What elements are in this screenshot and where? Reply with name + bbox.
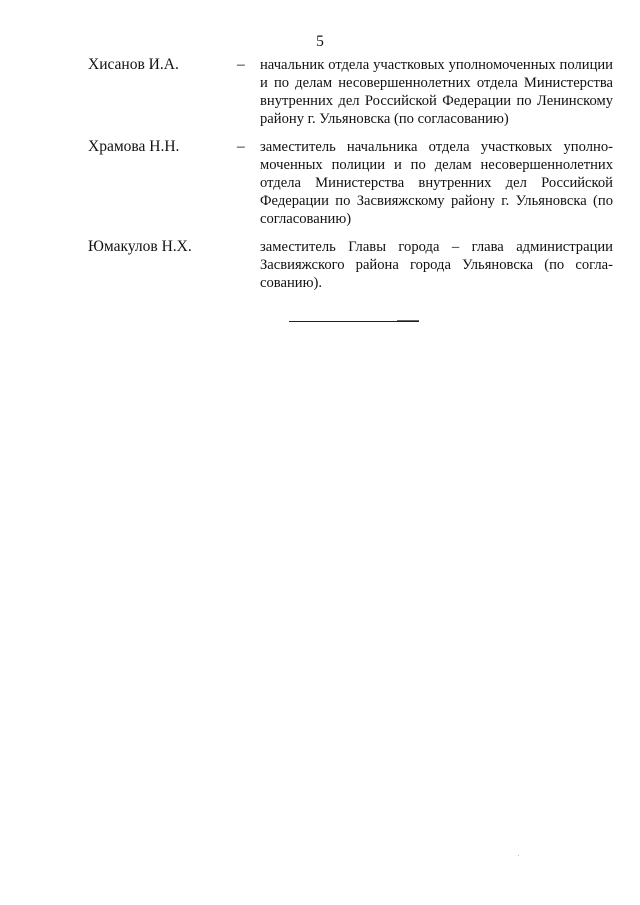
- member-position: заместитель начальника отдела участковых уполномоченных полиции и по делам несовершеннолетних отдела Министерства внутренних дел Российской Федерации по Засвияжскому району г. Ульяновска (по согласованию): [260, 139, 613, 227]
- page-number: 5: [316, 33, 324, 50]
- end-of-list-rule: [289, 321, 419, 322]
- scan-speck: [518, 855, 519, 856]
- committee-roster: [88, 56, 613, 302]
- separator-dash: –: [237, 138, 245, 155]
- member-name: Храмова Н.Н.: [88, 138, 180, 155]
- member-position: начальник отдела участковых уполномоченных полиции и по делам несовершеннолетних отдела Министерства внутренних дел Российской Федерации по Ленинскому району г. Ульяновска (по согласованию): [260, 57, 613, 127]
- roster-entry-khramova: [88, 138, 613, 228]
- member-name: Юмакулов Н.Х.: [88, 238, 192, 255]
- roster-entry-yumakulov: [88, 238, 613, 292]
- member-name: Хисанов И.А.: [88, 56, 179, 73]
- roster-entry-khisanov: [88, 56, 613, 128]
- member-position: заместитель Главы города – глава администрации Засвияжского района города Ульяновска (по согласованию).: [260, 239, 613, 291]
- separator-dash: –: [237, 56, 245, 73]
